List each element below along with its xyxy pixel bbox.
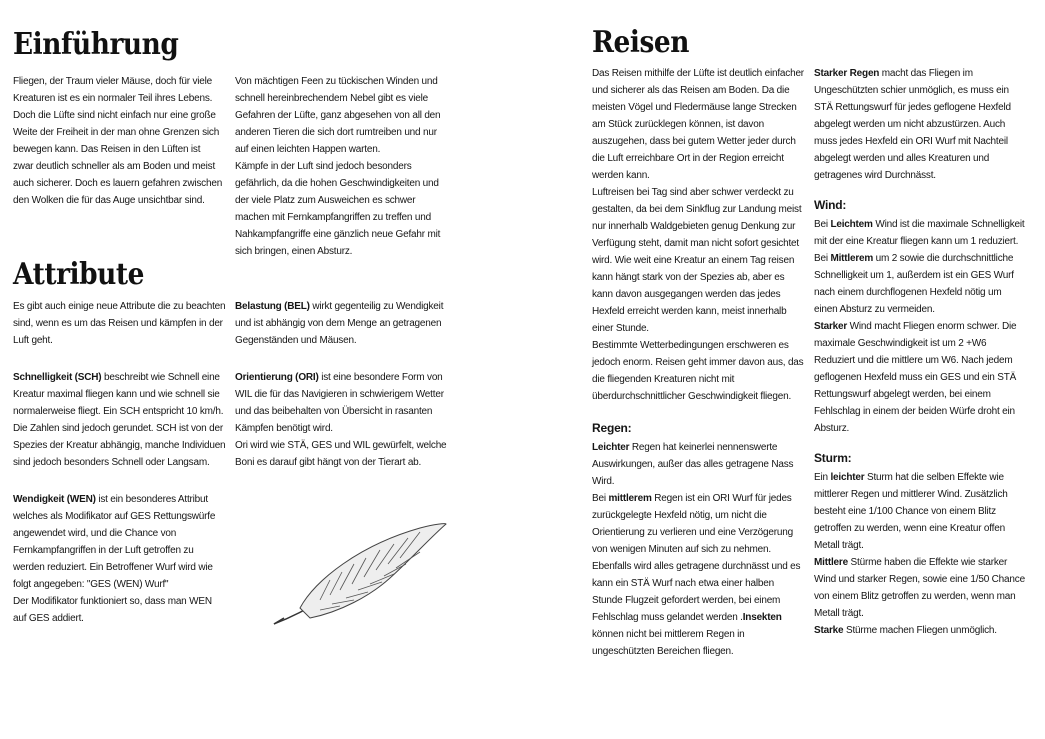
title-attribute: Attribute <box>13 257 145 292</box>
reisen-column-1 <box>592 65 804 660</box>
attribute-sch <box>13 369 227 471</box>
starker-sturm-text: Stürme machen Fliegen unmöglich. <box>843 625 997 636</box>
sturm-stark <box>814 622 1026 639</box>
wind-mittel <box>814 250 1026 318</box>
mittlerer-wind-text: um 2 sowie die durchschnittliche Schnelligkeit um 1, außerdem ist ein GES Wurf nach einem durchflogenen Hexfeld nötig um einen Absturz zu vermeiden. <box>814 253 1014 315</box>
term-mittlerem-regen: mittlerem <box>608 493 652 504</box>
bel-description: wirkt gegenteilig zu Wendigkeit und ist abhängig von dem Menge an getragenen Gegenständen und Mäusen. <box>235 301 444 346</box>
wen-description: ist ein besonderes Attribut welches als Modifikator auf GES Rettungswürfe angewendet wird, und die Chance von Fernkampfangriffen in der Luft getroffen zu werden reduziert. Ein Betroffener Wurf wird wie folgt angegeben: "GES (WEN) Wurf" <box>13 494 216 590</box>
attribute-column-2 <box>235 298 447 471</box>
term-wen: Wendigkeit (WEN) <box>13 494 96 505</box>
attribute-intro: Es gibt auch einige neue Attribute die zu beachten sind, wenn es um das Reisen und kämpfen in der Luft geht. <box>13 301 226 346</box>
starker-regen-text: macht das Fliegen im Ungeschützten schier unmöglich, es muss ein STÄ Rettungswurf für jedes geflogene Hexfeld abgelegt werden um nicht abzustürzen. Auch muss jedes Hexfeld ein ORI Wurf mit Nachteil abgelegt werden und alles Kreaturen und getragenes wird Durchnässt. <box>814 68 1011 181</box>
wind-leicht <box>814 216 1026 250</box>
term-starke-sturm: Starke <box>814 625 844 636</box>
term-mittlerem-wind: Mittlerem <box>830 253 874 264</box>
intro-column-2 <box>235 73 447 260</box>
bei-text: Bei <box>592 493 609 504</box>
ori-description: ist eine besondere Form von WIL die für das Navigieren in schwierigem Wetter und das beibehalten von Übersicht in rasanten Kämpfen benötigt wird. <box>235 372 444 434</box>
reisen-paragraph-3: Bestimmte Wetterbedingungen erschweren es jedoch enorm. Reisen geht immer davon aus, das die fliegenden Kreaturen nicht mit überdurchschnittlicher Geschwindigkeit fliegen. <box>592 340 804 402</box>
regen-mittel <box>592 490 804 558</box>
wen-modifier-note: Der Modifikator funktioniert so, dass man WEN auf GES addiert. <box>13 596 212 624</box>
intro-paragraph-3: Kämpfe in der Luft sind jedoch besonders gefährlich, da die hohen Geschwindigkeiten und der viele Platz zum Ausweichen es schwer machen mit Fernkampfangriffen zu treffen und Nahkampfangriffe eine gänzlich neue Gefahr mit sich bringen, einen Absturz. <box>235 161 441 257</box>
regen-leicht <box>592 439 804 490</box>
mittlerer-regen-text: Regen ist ein ORI Wurf für jedes zurückgelegte Hexfeld nötig, um nicht die Orientierung zu verlieren und eine Verzögerung von wenigen Minuten auf sich zu nehmen. <box>592 493 793 555</box>
title-einfuehrung: Einführung <box>13 27 179 62</box>
reisen-paragraph-1: Das Reisen mithilfe der Lüfte ist deutlich einfacher und sicherer als das Reisen am Boden. Da die meisten Vögel und Fledermäuse lange Strecken am Stück zurücklegen können, ist davon auszugehen, dass bei gutem Wetter jeder durch die Luft erreichbare Ort in der Region erreicht werden kann. <box>592 68 804 181</box>
term-starker-wind: Starker <box>814 321 848 332</box>
sturm-mittel <box>814 554 1026 622</box>
term-bel: Belastung (BEL) <box>235 301 310 312</box>
mittlerer-sturm-text: Stürme haben die Effekte wie starker Wind und starker Regen, sowie eine 1/50 Chance von einem Blitz getroffen zu werden, wenn man Metall trägt. <box>814 557 1025 619</box>
attribute-wen <box>13 491 227 593</box>
starker-wind-text: Wind macht Fliegen enorm schwer. Die maximale Geschwindigkeit ist um 2 +W6 Reduziert und die mittlere um W6. Nach jedem geflogenen Hexfeld muss ein GES und ein STÄ Rettungswurf abgelegt werden, bei einem Fehlschlag in einem der beiden Würfe droht ein Absturz. <box>814 321 1017 434</box>
intro-paragraph-2: Von mächtigen Feen zu tückischen Winden und schnell hereinbrechendem Nebel gibt es viele Gefahren der Lüfte, ganz abgesehen von all den anderen Tieren die sich dort rumtreiben und nur auf einen leichten Happen warten. <box>235 76 441 155</box>
bei-text-wind: Bei <box>814 219 831 230</box>
intro-paragraph: Fliegen, der Traum vieler Mäuse, doch für viele Kreaturen ist es ein normaler Teil ihres Lebens. Doch die Lüfte sind nicht einfach nur eine große Weite der Freiheit in der man ohne Grenzen sich bewegen kann. Das Reisen in den Lüften ist zwar deutlich schneller als am Boden und meist auch sicherer. Doch es lauern gefahren zwischen den Wolken die für das Auge unsichtbar sind. <box>13 76 223 206</box>
title-reisen: Reisen <box>592 25 689 60</box>
attribute-ori <box>235 369 447 437</box>
regen-stark <box>814 65 1026 184</box>
heading-regen: Regen: <box>592 421 632 435</box>
term-ori: Orientierung (ORI) <box>235 372 319 383</box>
bei-text-wind-2: Bei <box>814 253 831 264</box>
right-page <box>522 0 1045 739</box>
wind-stark <box>814 318 1026 437</box>
sturm-leicht <box>814 469 1026 554</box>
intro-column-1 <box>13 73 223 209</box>
leichter-sturm-text: Sturm hat die selben Effekte wie mittlerer Regen und mittlerer Wind. Zusätzlich besteht eine 1/100 Chance von einem Blitz getroffen zu werden, wenn eine Kreatur offen Metall trägt. <box>814 472 1008 551</box>
feather-icon <box>270 520 450 630</box>
attribute-bel <box>235 298 447 349</box>
leichter-wind-text: Wind ist die maximale Schnelligkeit mit der eine Kreatur fliegen kann um 1 reduziert. <box>814 219 1025 247</box>
term-leichtem-wind: Leichtem <box>830 219 873 230</box>
leichter-regen-text: Regen hat keinerlei nennenswerte Auswirkungen, außer das alles getragene Nass Wird. <box>592 442 794 487</box>
term-starker-regen: Starker Regen <box>814 68 880 79</box>
attribute-column-1 <box>13 298 227 627</box>
reisen-paragraph-2: Luftreisen bei Tag sind aber schwer verdeckt zu gestalten, da bei dem Sinkflug zur Landung meist nur innerhalb Waldgebieten genug Denkung zur Verfügung steht, damit man nicht sofort gesichtet wird. Wie weit eine Kreatur an einem Tag reisen kann hängt stark von der Spezies ab, aber es kann davon ausgegangen werden das jedes Hexfeld erreicht werden kann, meist innerhalb einer Stunde. <box>592 187 802 334</box>
term-mittlere-sturm: Mittlere <box>814 557 848 568</box>
term-leichter-regen: Leichter <box>592 442 630 453</box>
ein-text: Ein <box>814 472 831 483</box>
regen-ebenfalls <box>592 558 804 660</box>
term-insekten: Insekten <box>742 612 782 623</box>
ebenfalls-text: Ebenfalls wird alles getragene durchnässt und es kann ein STÄ Wurf nach etwa einer halben Stunde Flugzeit gefordert werden, bei einem Fehlschlag muss gelandet werden . <box>592 561 801 623</box>
term-sch: Schnelligkeit (SCH) <box>13 372 102 383</box>
heading-wind: Wind: <box>814 198 847 212</box>
reisen-column-2 <box>814 65 1026 639</box>
insekten-text: können nicht bei mittlerem Regen in ungeschützten Bereichen fliegen. <box>592 629 745 657</box>
heading-sturm: Sturm: <box>814 451 852 465</box>
sch-description: beschreibt wie Schnell eine Kreatur maximal fliegen kann und wie schnell sie normalerweise fliegt. Ein SCH entspricht 10 km/h. Die Zahlen sind jedoch gerundet. SCH ist von der Spezies der Kreatur abhängig, manche Individuen sind jedoch besonders Schnell oder Langsam. <box>13 372 226 468</box>
term-leichter-sturm: leichter <box>830 472 865 483</box>
ori-note: Ori wird wie STÄ, GES und WIL gewürfelt, welche Boni es darauf gibt hängt von der Tierart ab. <box>235 440 447 468</box>
left-page <box>0 0 522 739</box>
